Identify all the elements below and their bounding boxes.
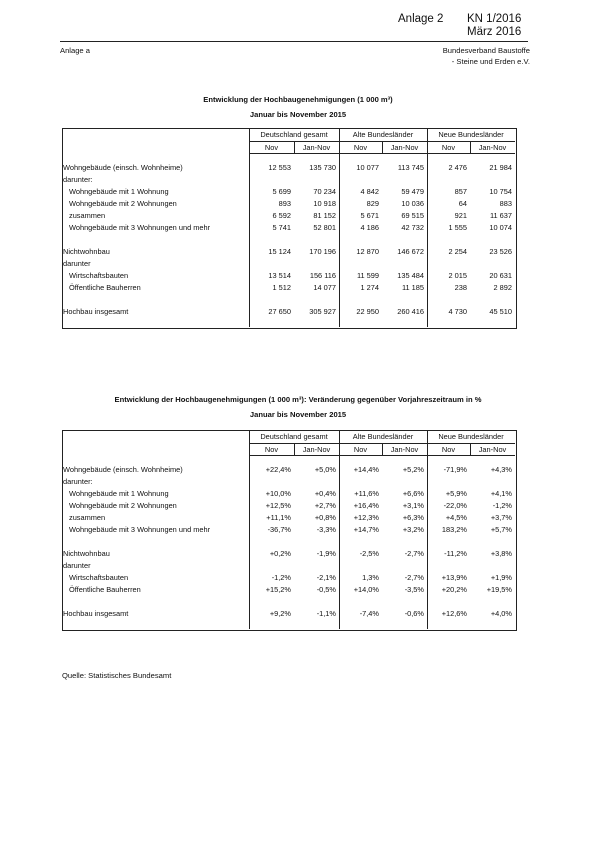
table1-cell: 6 592: [272, 211, 291, 220]
table2-group-header: Neue Bundesländer: [438, 432, 504, 441]
table1-subheader-underline: [249, 153, 515, 154]
table2-cell: -7,4%: [359, 609, 379, 618]
table1-subheader: Nov: [264, 143, 279, 152]
table1-cell: 27 650: [268, 307, 291, 316]
table2-subheader: Jan-Nov: [478, 445, 507, 454]
table1-cell: 156 116: [309, 271, 336, 280]
table2-cell: +3,2%: [402, 525, 424, 534]
table2-cell: +16,4%: [353, 501, 379, 510]
table2-subheader-underline: [249, 455, 515, 456]
table1-group-header: Neue Bundesländer: [438, 130, 504, 139]
table1-cell: 12 553: [268, 163, 291, 172]
table2-cell: +0,2%: [269, 549, 291, 558]
table1-subheader: Nov: [441, 143, 456, 152]
table2-group-underline: [339, 443, 427, 444]
table1-cell: 1 274: [360, 283, 379, 292]
table1-cell: 12 870: [356, 247, 379, 256]
table2-title: Entwicklung der Hochbaugenehmigungen (1 000 m³): Veränderung gegenüber Vorjahreszeitraum in %: [114, 395, 482, 404]
table2-subheader: Jan-Nov: [390, 445, 419, 454]
table2-cell: 1,3%: [362, 573, 379, 582]
table1-row-label: Wohngebäude (einsch. Wohnheime): [63, 163, 183, 172]
table1-cell: 70 234: [313, 187, 336, 196]
table1-cell: 305 927: [309, 307, 336, 316]
table2-subtitle: Januar bis November 2015: [249, 410, 347, 419]
table1-row-label: Wohngebäude mit 2 Wohnungen: [69, 199, 177, 208]
table1-cell: 10 754: [489, 187, 512, 196]
table1-cell: 11 599: [356, 271, 379, 280]
table1-cell: 10 077: [356, 163, 379, 172]
table2-cell: +0,8%: [314, 513, 336, 522]
table2-cell: +4,3%: [490, 465, 512, 474]
table1-cell: 42 732: [401, 223, 424, 232]
table2-row-label: darunter: [63, 561, 91, 570]
table2-cell: -2,1%: [316, 573, 336, 582]
table2-cell: 183,2%: [441, 525, 467, 534]
table2-cell: +14,4%: [353, 465, 379, 474]
header-divider: [60, 41, 528, 42]
table1-row-label: zusammen: [69, 211, 106, 220]
table1-cell: 59 479: [401, 187, 424, 196]
table2-row-label: zusammen: [69, 513, 106, 522]
table2-row-label: Wohngebäude (einsch. Wohnheime): [63, 465, 183, 474]
org-line-1: Bundesverband Baustoffe: [442, 46, 530, 55]
table1-cell: 14 077: [313, 283, 336, 292]
report-date: März 2016: [467, 26, 522, 38]
table1-row-label: Hochbau insgesamt: [63, 307, 129, 316]
table2-cell: +6,6%: [402, 489, 424, 498]
table2-cell: +3,1%: [402, 501, 424, 510]
table2-cell: -1,2%: [492, 501, 512, 510]
table1-row-label: darunter: [63, 259, 91, 268]
table2-group-header: Deutschland gesamt: [260, 432, 328, 441]
table1-title: Entwicklung der Hochbaugenehmigungen (1 000 m³): [203, 95, 393, 104]
table2-cell: +20,2%: [441, 585, 467, 594]
left-label: Anlage a: [60, 46, 90, 55]
table1-cell: 11 637: [489, 211, 512, 220]
table1-cell: 10 918: [313, 199, 336, 208]
table1-cell: 135 484: [397, 271, 424, 280]
table1-group-header: Alte Bundesländer: [352, 130, 414, 139]
table1-cell: 5 671: [360, 211, 379, 220]
table1-cell: 81 152: [313, 211, 336, 220]
table2-cell: -2,5%: [359, 549, 379, 558]
table2-cell: -1,1%: [316, 609, 336, 618]
table1-cell: 113 745: [397, 163, 424, 172]
table2-cell: +12,6%: [441, 609, 467, 618]
table2-row-label: Öffentliche Bauherren: [69, 585, 141, 594]
table1-cell: 13 514: [268, 271, 291, 280]
table2-cell: -1,9%: [316, 549, 336, 558]
table2-cell: -22,0%: [443, 501, 467, 510]
table2-cell: +5,9%: [445, 489, 467, 498]
table2-cell: +2,7%: [314, 501, 336, 510]
table1-cell: 21 984: [489, 163, 512, 172]
table2-cell: +0,4%: [314, 489, 336, 498]
table1-subheader: Jan-Nov: [478, 143, 507, 152]
table1-cell: 15 124: [268, 247, 291, 256]
table1-cell: 4 842: [360, 187, 379, 196]
table2-cell: -2,7%: [404, 549, 424, 558]
table2-cell: +3,7%: [490, 513, 512, 522]
table2-subheader: Jan-Nov: [302, 445, 331, 454]
table2-cell: +13,9%: [441, 573, 467, 582]
table2-cell: +4,5%: [445, 513, 467, 522]
table1-cell: 1 512: [272, 283, 291, 292]
table2-cell: +22,4%: [265, 465, 291, 474]
table1-row-label: darunter:: [63, 175, 93, 184]
table1-group-underline: [339, 141, 427, 142]
table1-row-label: Wohngebäude mit 1 Wohnung: [69, 187, 169, 196]
table1-cell: 146 672: [397, 247, 424, 256]
table2-cell: +11,6%: [354, 489, 379, 498]
table1-cell: 2 254: [448, 247, 467, 256]
table1-cell: 857: [454, 187, 467, 196]
table1-cell: 45 510: [489, 307, 512, 316]
table2-cell: -71,9%: [443, 465, 467, 474]
table2-cell: +15,2%: [265, 585, 291, 594]
table1-group-header: Deutschland gesamt: [260, 130, 328, 139]
table2-cell: +9,2%: [269, 609, 291, 618]
table2-row-label: darunter:: [63, 477, 93, 486]
table2-cell: -11,2%: [444, 549, 467, 558]
table1-cell: 238: [454, 283, 467, 292]
table2-cell: -3,3%: [316, 525, 336, 534]
table1-cell: 260 416: [397, 307, 424, 316]
table2-cell: +3,8%: [490, 549, 512, 558]
table1-row-label: Wohngebäude mit 3 Wohnungen und mehr: [69, 223, 211, 232]
table2-cell: +4,0%: [490, 609, 512, 618]
table1-cell: 52 801: [313, 223, 336, 232]
table1-subtitle: Januar bis November 2015: [249, 110, 347, 119]
table1-cell: 69 515: [401, 211, 424, 220]
table2-row-label: Wirtschaftsbauten: [69, 573, 129, 582]
table2-cell: +12,5%: [265, 501, 291, 510]
table2-cell: +6,3%: [402, 513, 424, 522]
table2-row-label: Wohngebäude mit 3 Wohnungen und mehr: [69, 525, 211, 534]
table2-row-label: Wohngebäude mit 2 Wohnungen: [69, 501, 177, 510]
table1-cell: 5 699: [272, 187, 291, 196]
table2-cell: +5,0%: [314, 465, 336, 474]
source-note: Quelle: Statistisches Bundesamt: [62, 671, 172, 680]
table1-cell: 64: [458, 199, 467, 208]
table2-cell: +5,2%: [402, 465, 424, 474]
table1-cell: 22 950: [356, 307, 379, 316]
table2-cell: +19,5%: [486, 585, 512, 594]
table2-subheader: Nov: [264, 445, 279, 454]
table2-group-underline: [427, 443, 515, 444]
table2-cell: -36,7%: [267, 525, 291, 534]
table2-cell: +10,0%: [265, 489, 291, 498]
table2-cell: +1,9%: [490, 573, 512, 582]
table1-subheader: Jan-Nov: [390, 143, 419, 152]
table1-cell: 1 555: [448, 223, 467, 232]
table1-cell: 10 036: [401, 199, 424, 208]
table2-cell: +14,0%: [353, 585, 379, 594]
table1-row-label: Nichtwohnbau: [63, 247, 110, 256]
table2-cell: +5,7%: [490, 525, 512, 534]
table1-subheader: Jan-Nov: [302, 143, 331, 152]
table2-subheader: Nov: [441, 445, 456, 454]
table1-cell: 2 015: [448, 271, 467, 280]
table2-group-header: Alte Bundesländer: [352, 432, 414, 441]
table2-subheader: Nov: [353, 445, 368, 454]
table1-cell: 23 526: [489, 247, 512, 256]
table2-cell: -1,2%: [271, 573, 291, 582]
table2-cell: -0,5%: [316, 585, 336, 594]
table1-cell: 829: [366, 199, 379, 208]
table1-row-label: Wirtschaftsbauten: [69, 271, 129, 280]
table1-cell: 170 196: [309, 247, 336, 256]
table1-cell: 921: [454, 211, 467, 220]
table2-cell: +12,3%: [353, 513, 379, 522]
table2-cell: +14,7%: [353, 525, 379, 534]
table1-cell: 883: [499, 199, 512, 208]
anlage-number: Anlage 2: [398, 13, 444, 25]
table1-subheader: Nov: [353, 143, 368, 152]
org-line-2: - Steine und Erden e.V.: [451, 57, 530, 66]
table1-cell: 4 730: [448, 307, 467, 316]
table1-cell: 5 741: [272, 223, 291, 232]
table2-row-label: Wohngebäude mit 1 Wohnung: [69, 489, 169, 498]
table1-cell: 893: [278, 199, 291, 208]
kn-number: KN 1/2016: [467, 13, 522, 25]
table1-group-underline: [427, 141, 515, 142]
table1-cell: 10 074: [489, 223, 512, 232]
table1-cell: 2 892: [493, 283, 512, 292]
table2-cell: -3,5%: [404, 585, 424, 594]
table1-cell: 4 186: [360, 223, 379, 232]
table2-row-label: Hochbau insgesamt: [63, 609, 129, 618]
table2-cell: -0,6%: [404, 609, 424, 618]
table1-cell: 20 631: [489, 271, 512, 280]
table1-cell: 135 730: [309, 163, 336, 172]
table2-cell: -2,7%: [404, 573, 424, 582]
table2-row-label: Nichtwohnbau: [63, 549, 110, 558]
table2-cell: +4,1%: [490, 489, 512, 498]
table1-cell: 11 185: [401, 283, 424, 292]
table1-cell: 2 476: [448, 163, 467, 172]
table1-row-label: Öffentliche Bauherren: [69, 283, 141, 292]
table2-cell: +11,1%: [266, 513, 291, 522]
